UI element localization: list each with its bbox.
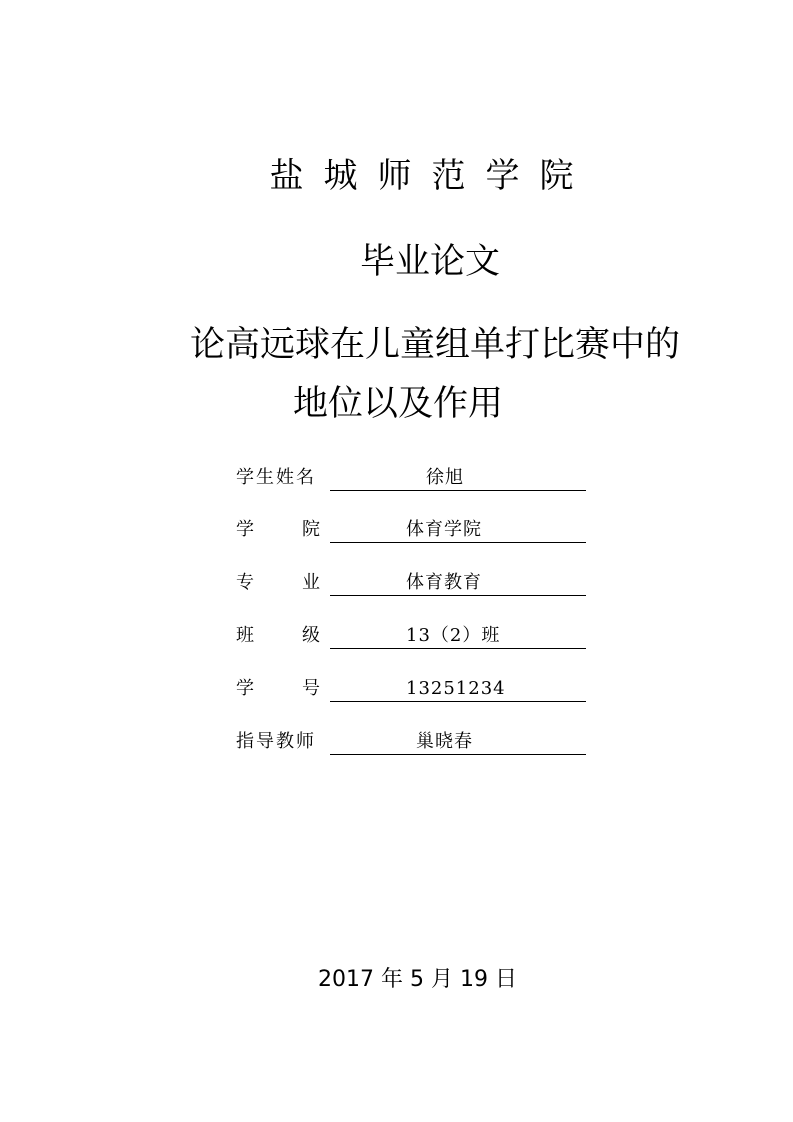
student-id-value: 13251234 <box>406 678 506 699</box>
student-name-field <box>330 466 586 491</box>
advisor-row <box>236 730 596 760</box>
student-id-label-char-2: 号 <box>302 678 320 699</box>
student-id-row <box>236 677 596 707</box>
college-label-char-1: 学 <box>236 519 254 540</box>
major-label <box>236 571 320 595</box>
class-row <box>236 624 596 654</box>
student-id-field <box>330 677 586 702</box>
advisor-field <box>330 730 586 755</box>
class-value: 13（2）班 <box>406 625 501 646</box>
college-label <box>236 518 320 542</box>
college-label-char-2: 院 <box>302 519 320 540</box>
class-label-char-1: 班 <box>236 625 254 646</box>
thesis-title-line-1: 论高远球在儿童组单打比赛中的 <box>190 325 681 365</box>
student-name-label: 学生姓名 <box>236 467 316 488</box>
college-field <box>330 518 586 543</box>
document-type: 毕业论文 <box>360 242 501 282</box>
college-value: 体育学院 <box>406 519 482 540</box>
major-label-char-1: 专 <box>236 572 254 593</box>
class-field <box>330 624 586 649</box>
student-name-value: 徐旭 <box>426 467 464 488</box>
major-value: 体育教育 <box>406 572 482 593</box>
advisor-label: 指导教师 <box>236 731 316 752</box>
submission-date: 2017 年 5 月 19 日 <box>318 967 517 992</box>
school-name: 盐城师范学院 <box>269 156 594 196</box>
class-label-char-2: 级 <box>302 625 320 646</box>
college-row <box>236 518 596 548</box>
major-row <box>236 571 596 601</box>
advisor-value: 巢晓春 <box>416 731 473 752</box>
student-id-label-char-1: 学 <box>236 678 254 699</box>
major-label-char-2: 业 <box>302 572 320 593</box>
thesis-title-line-2: 地位以及作用 <box>293 384 504 424</box>
student-id-label <box>236 677 320 701</box>
class-label <box>236 624 320 648</box>
major-field <box>330 571 586 596</box>
student-name-row <box>236 466 596 496</box>
